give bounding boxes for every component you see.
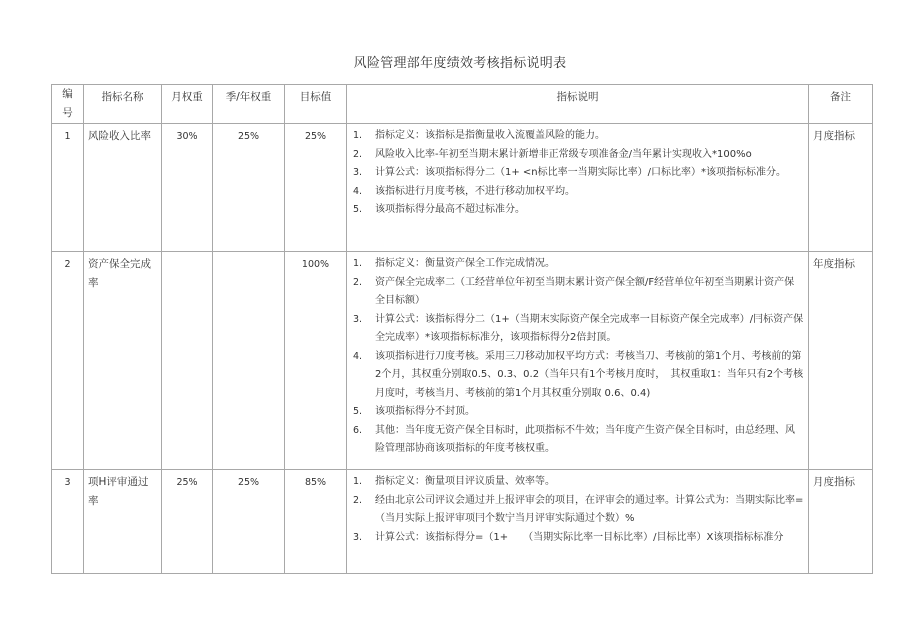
list-item [351,164,804,183]
kpi-table [51,84,873,574]
item-number: 3. [353,167,363,178]
table-row [52,470,873,574]
item-text: 该指标进行月度考核，不进行移动加权平均。 [375,185,575,197]
item-text: 该项指标得分不封顶。 [375,406,475,417]
item-text: 计算公式：该项指标得分二（1+ <n标比率一当期实际比率）/口标比率）*该项指标标准分。 [375,167,787,178]
list-item [351,529,804,548]
list-item [351,403,804,422]
cell-name: 项H评审通过率 [84,470,162,574]
item-text: 指标定义：衡量项目评议质量、效率等。 [375,476,555,487]
header-monthly-weight: 月权重 [162,85,213,124]
item-number: 1. [353,476,363,487]
cell-name: 资产保全完成率 [84,252,162,470]
header-no: 编号 [52,85,84,124]
cell-no: 2 [52,252,84,470]
item-number: 2. [353,276,363,288]
list-item [351,422,804,459]
table-row [52,252,873,470]
list-item [351,183,804,202]
header-quarter-year-weight: 季/年权重 [213,85,285,124]
list-item [351,274,804,311]
header-description: 指标说明 [347,85,809,124]
cell-no: 1 [52,124,84,252]
cell-description [347,252,809,470]
list-item [351,311,804,348]
cell-remark: 月度指标 [809,124,873,252]
cell-monthly-weight: 30% [162,124,213,252]
header-remark: 备注 [809,85,873,124]
item-number: 5. [353,406,363,417]
item-number: 5. [353,204,363,215]
item-number: 4. [353,350,363,362]
cell-target: 100% [285,252,347,470]
item-text: 资产保全完成率二（工经营单位年初至当期末累计资产保全额/F经营单位年初至当期累计资产保全目标额） [375,276,795,306]
cell-description [347,470,809,574]
description-list [351,255,804,459]
cell-target: 25% [285,124,347,252]
cell-monthly-weight: 25% [162,470,213,574]
item-number: 3. [353,531,363,543]
item-text: 该项指标得分最高不超过标准分。 [375,204,525,215]
cell-monthly-weight [162,252,213,470]
item-text: 指标定义：衡量资产保全工作完成情况。 [375,258,555,269]
description-list [351,127,804,220]
cell-remark: 月度指标 [809,470,873,574]
cell-target: 85% [285,470,347,574]
cell-description [347,124,809,252]
list-item [351,492,804,529]
item-number: 2. [353,494,363,506]
item-text: 经由北京公司评议会通过并上报评审会的项目，在评审会的通过率。计算公式为：当期实际比率=（当月实际上报评审项冃个数宁当月评审实际通过个数）% [375,494,804,524]
list-item [351,473,804,492]
item-text: 指标定义：该指标是指衡量收入流覆盖风险的能力。 [375,130,605,141]
cell-name: 风险收入比率 [84,124,162,252]
list-item [351,127,804,146]
item-number: 1. [353,130,363,141]
cell-quarter-year-weight: 25% [213,124,285,252]
item-text: 计算公式：该指标得分二（1+（当期末实际资产保全完成率一目标资产保全完成率）/冃标资产保全完成率）*该项指标标准分，该项指标得分2倍封顶。 [375,313,804,343]
list-item [351,146,804,165]
item-number: 1. [353,258,363,269]
list-item [351,255,804,274]
item-text: 风险收入比率-年初至当期末累计新增非正常级专项准备金/当年累计实现收入*100%o [375,148,752,160]
list-item [351,348,804,404]
table-row [52,124,873,252]
cell-remark: 年度指标 [809,252,873,470]
header-row [52,85,873,124]
list-item [351,201,804,220]
document-title: 风险管理部年度绩效考核指标说明表 [353,56,567,71]
item-text: 计算公式：该指标得分=（1+ （当期实际比率一目标比率）/目标比率）X该项指标标准分 [375,531,784,543]
item-number: 2. [353,148,363,160]
header-target: 目标值 [285,85,347,124]
cell-quarter-year-weight: 25% [213,470,285,574]
cell-no: 3 [52,470,84,574]
item-text: 其他：当年度无资产保全目标时，此项指标不牛效；当年度产生资产保全目标吋，由总经理、风险管理部协商该项指标的年度考核权重。 [375,424,795,454]
cell-quarter-year-weight [213,252,285,470]
item-text: 该项指标进行刀度考核。采用三刀移动加权平均方式：考核当刀、考核前的第1个月、考核前的第2个月，其权重分别取0.5、0.3、0.2（当年只有1个考核月度时， 其权重取1：当年只有2个考核月度吋，考核当月、考核前的第1个月其权重分别取 0.6、0.4) [375,350,804,399]
item-number: 6. [353,424,363,436]
description-list [351,473,804,547]
item-number: 4. [353,185,363,197]
header-name: 指标名称 [84,85,162,124]
item-number: 3. [353,313,363,325]
